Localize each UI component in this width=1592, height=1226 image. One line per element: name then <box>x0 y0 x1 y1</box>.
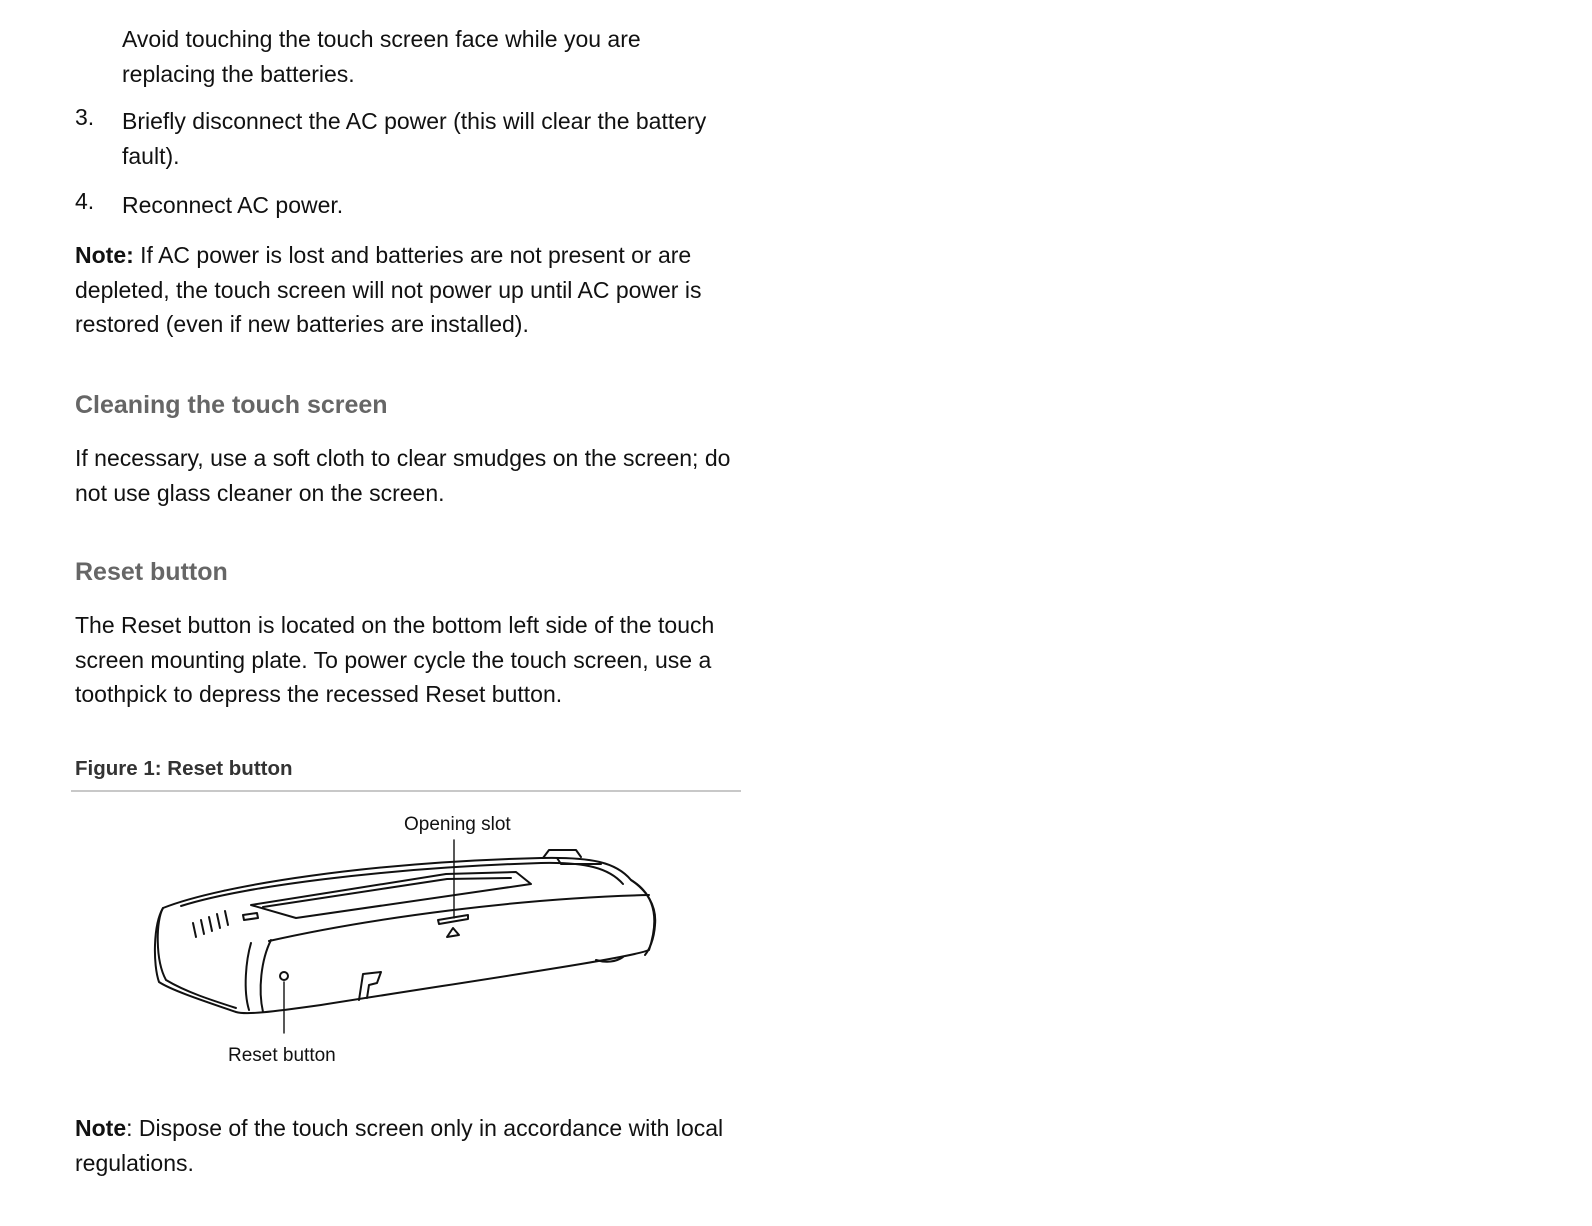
reset-button-callout: Reset button <box>228 1045 336 1066</box>
power-note-label: Note: <box>75 242 134 268</box>
disposal-note-label: Note <box>75 1115 127 1141</box>
reset-heading: Reset button <box>75 558 228 586</box>
power-note-text: If AC power is lost and batteries are not present or are depleted, the touch screen will not power up until AC power is restored (even if new batteries are installed). <box>75 242 702 337</box>
step-3-text: Briefly disconnect the AC power (this will clear the battery fault). <box>122 108 707 169</box>
battery-continuation-text: Avoid touching the touch screen face while you are replacing the batteries. <box>122 26 641 87</box>
cleaning-heading: Cleaning the touch screen <box>75 391 388 419</box>
touch-screen-device-illustration <box>71 800 741 1085</box>
figure-caption: Figure 1: Reset button <box>75 757 293 780</box>
step-4-text: Reconnect AC power. <box>122 192 344 218</box>
figure-divider <box>71 790 741 792</box>
opening-slot-callout: Opening slot <box>404 814 511 835</box>
step-3-number: 3. <box>75 104 95 130</box>
disposal-note-text: : Dispose of the touch screen only in accordance with local regulations. <box>75 1115 724 1176</box>
step-4-number: 4. <box>75 188 95 214</box>
power-note <box>75 238 740 342</box>
reset-text: The Reset button is located on the bottom left side of the touch screen mounting plate. To power cycle the touch screen, use a toothpick to depress the recessed Reset button. <box>75 612 715 707</box>
disposal-note <box>75 1111 735 1180</box>
cleaning-text: If necessary, use a soft cloth to clear smudges on the screen; do not use glass cleaner on the screen. <box>75 445 731 506</box>
